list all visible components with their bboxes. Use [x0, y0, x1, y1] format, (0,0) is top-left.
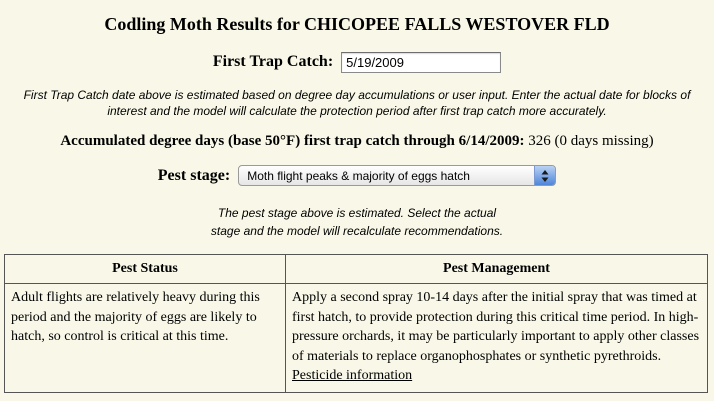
- degree-days-label: Accumulated degree days (base 50°F) first trap catch through 6/14/2009:: [60, 133, 525, 149]
- first-trap-input[interactable]: 5/19/2009: [341, 52, 501, 73]
- pest-management-text: Apply a second spray 10-14 days after the initial spray that was timed at first hatch, to provide protection during this critical time period. In high-pressure orchards, it may be particularly important to apply other classes of materials to replace organophosphates or synthetic pyrethroids.: [292, 290, 700, 364]
- pest-stage-label: Pest stage:: [157, 166, 231, 184]
- pest-stage-note: [0, 204, 714, 240]
- pest-status-cell: Adult flights are relatively heavy during this period and the majority of eggs are likely to hatch, so control is critical at this time.: [5, 284, 286, 393]
- pest-stage-note-line1: The pest stage above is estimated. Select the actual: [217, 206, 497, 220]
- page-title: Codling Moth Results for CHICOPEE FALLS WESTOVER FLD: [104, 14, 610, 34]
- pest-stage-selected-value: Moth flight peaks & majority of eggs hatch: [247, 169, 470, 183]
- results-table: [4, 254, 708, 393]
- pest-management-cell: [286, 284, 708, 393]
- pest-stage-select[interactable]: [238, 165, 556, 186]
- degree-days-line: [0, 133, 714, 150]
- pest-stage-row: [0, 165, 714, 186]
- pest-management-header: Pest Management: [286, 255, 708, 284]
- degree-days-value: 326 (0 days missing): [528, 133, 654, 149]
- pest-stage-note-line2: stage and the model will recalculate recommendations.: [210, 224, 504, 238]
- table-row: [5, 284, 708, 393]
- pest-status-header: Pest Status: [5, 255, 286, 284]
- first-trap-note: First Trap Catch date above is estimated based on degree day accumulations or user input. Enter the actual date for blocks of interest and the model will calculate the protection period after first trap catch more accurately.: [23, 88, 691, 118]
- first-trap-label: First Trap Catch:: [212, 53, 334, 71]
- updown-arrows-icon: [534, 166, 555, 185]
- table-header-row: [5, 255, 708, 284]
- first-trap-row: [0, 52, 714, 73]
- pesticide-information-link[interactable]: Pesticide information: [292, 368, 413, 383]
